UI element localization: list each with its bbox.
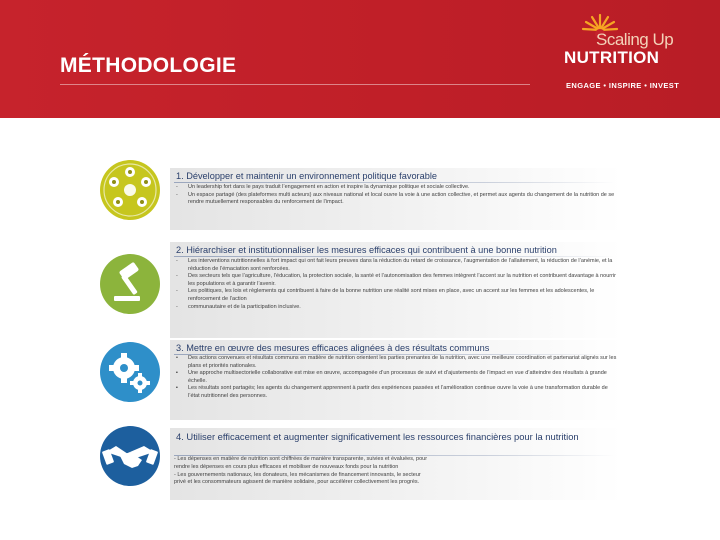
section-2-title: 2. Hiérarchiser et institutionnaliser les mesures efficaces qui contribuent à une bonne nutrition (176, 245, 557, 255)
people-circle-icon (98, 158, 162, 222)
logo-text-scaling-up: Scaling Up (596, 30, 674, 49)
section-4-paragraph (174, 456, 616, 487)
title-divider (60, 84, 530, 85)
logo-text-nutrition: NUTRITION (564, 48, 660, 67)
section-4 (170, 428, 622, 500)
paragraph-line: privé et les consommateurs agissent de manière solidaire, pour accélérer collectivement les progrès. (174, 479, 420, 486)
gavel-icon (98, 252, 162, 316)
section-1-divider (174, 182, 616, 183)
section-1-bullets (174, 184, 618, 207)
list-item: - Des secteurs tels que l’agriculture, l’éducation, la protection sociale, la santé et l’autonomisation des femmes intègrent l’accent sur la nutrition et contribuent davantage à nourrir les populations et à garantir l’avenir. (176, 273, 617, 287)
section-3-title: 3. Mettre en œuvre des mesures efficaces alignées à des résultats communs (176, 343, 490, 353)
handshake-icon (98, 424, 162, 488)
section-2-divider (174, 256, 616, 257)
list-item: ▪ Les résultats sont partagés; les agents du changement apprennent à partir des expériences passées et l’amélioration continue ouvre la voie à une transformation durable de l’état nutritionnel des personnes. (176, 385, 608, 399)
header-bar (0, 0, 720, 118)
logo-tagline: ENGAGE • INSPIRE • INVEST (566, 81, 680, 90)
list-item: - Les interventions nutritionnelles à fort impact qui ont fait leurs preuves dans la réduction du retard de croissance, l’augmentation de l’allaitement, la réduction de l’anémie, et la réduction de l’émaciation sont renforcées. (176, 258, 613, 272)
section-1-title: 1. Développer et maintenir un environnement politique favorable (176, 171, 437, 181)
section-4-title: 4. Utiliser efficacement et augmenter significativement les ressources financières pour la nutrition (176, 431, 579, 442)
gears-icon (98, 340, 162, 404)
section-2-bullets (174, 258, 618, 311)
list-item: - Les politiques, les lois et règlements qui contribuent à faire de la bonne nutrition une réalité sont mises en place, avec un accent sur les femmes et les adolescentes, le renforcement de l’action (176, 288, 595, 302)
page-title: MÉTHODOLOGIE (60, 54, 237, 77)
section-2 (170, 242, 622, 338)
section-1 (170, 168, 622, 230)
paragraph-line: rendre les dépenses en cours plus efficaces et mobiliser de nouveaux fonds pour la nutrition (174, 463, 399, 470)
section-3 (170, 340, 622, 420)
list-item: - Un espace partagé (des plateformes multi acteurs) aux niveaux national et local ouvre la voie à une action collective, et permet aux agents du changement de la nutrition de se rendre mutuellement responsables du renforcement de l’impact. (176, 191, 615, 206)
section-3-bullets (174, 355, 618, 401)
paragraph-line: - Les gouvernements nationaux, les donateurs, les mécanismes de financement innovants, le secteur (174, 471, 421, 478)
list-item: • Des actions convenues et résultats communs en matière de nutrition orientent les parties prenantes de la nutrition, avec une meilleure coordination et partenariat alignés sur les plans et priorités nationales. (176, 355, 617, 369)
list-item: ▪ Une approche multisectorielle collaborative est mise en œuvre, accompagnée d’un processus de suivi et d’ajustements de l’impact en vue d’atteindre des résultats à grande échelle. (176, 370, 607, 384)
paragraph-line: - Les dépenses en matière de nutrition sont chiffrées de manière transparente, suivies et évaluées, pour (174, 456, 428, 462)
list-item: - communautaire et de la participation inclusive. (176, 303, 301, 310)
list-item: - Un leadership fort dans le pays traduit l’engagement en action et inspire la dynamique politique et sociale collective. (176, 184, 470, 190)
scaling-up-nutrition-logo (558, 10, 678, 90)
